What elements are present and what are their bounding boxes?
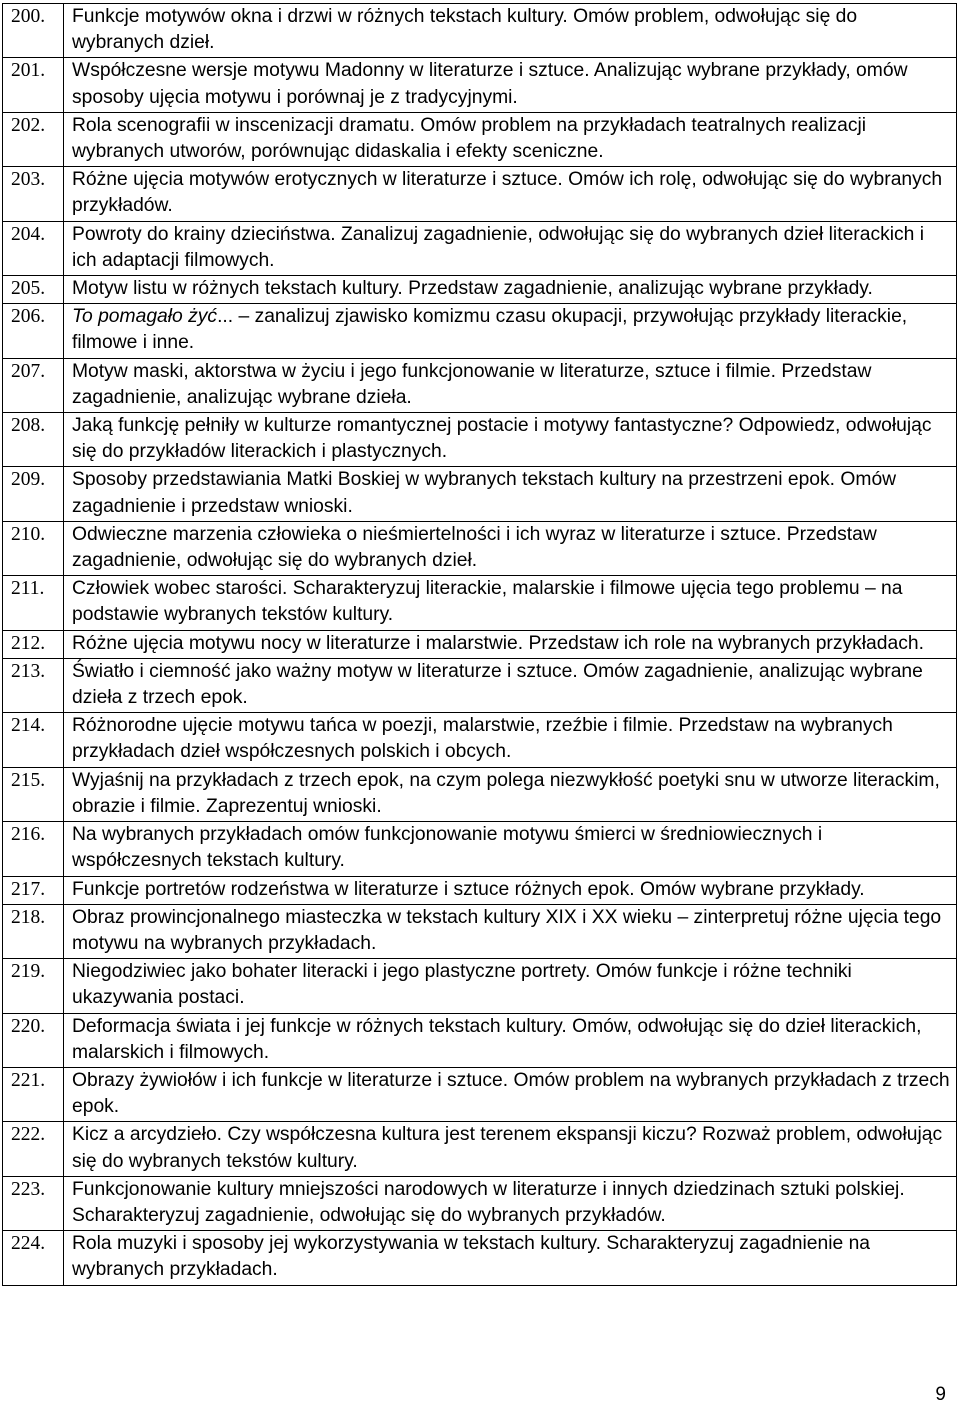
topic-number: 202. bbox=[3, 112, 64, 166]
topic-text-content: Odwieczne marzenia człowieka o nieśmiertelności i ich wyraz w literaturze i sztuce. Przedstaw zagadnienie, odwołując się do wybranych dzieł. bbox=[72, 523, 877, 572]
topic-text bbox=[64, 822, 957, 876]
topic-number: 214. bbox=[3, 713, 64, 767]
topic-number: 221. bbox=[3, 1067, 64, 1121]
topic-text bbox=[64, 4, 957, 58]
topic-text-content: Wyjaśnij na przykładach z trzech epok, na czym polega niezwykłość poetyki snu w utworze literackim, obrazie i filmie. Zaprezentuj wnioski. bbox=[72, 769, 940, 817]
topic-number: 213. bbox=[3, 658, 64, 712]
topic-row bbox=[3, 4, 957, 58]
topic-text-content: Powroty do krainy dzieciństwa. Zanalizuj zagadnienie, odwołując się do wybranych dzieł literackich i ich adaptacji filmowych. bbox=[72, 223, 925, 271]
topic-text-content: Różnorodne ujęcie motywu tańca w poezji, malarstwie, rzeźbie i filmie. Przedstaw na wybranych przykładach dzieł współczesnych polskich i obcych. bbox=[72, 715, 893, 763]
topic-text-content: Funkcje motywów okna i drzwi w różnych tekstach kultury. Omów problem, odwołując się do wybranych dzieł. bbox=[72, 6, 858, 54]
topic-text bbox=[64, 576, 957, 630]
topic-text-content: Obrazy żywiołów i ich funkcje w literaturze i sztuce. Omów problem na wybranych przykładach z trzech epok. bbox=[72, 1069, 950, 1118]
topic-text bbox=[64, 1122, 957, 1176]
topic-text bbox=[64, 1176, 957, 1230]
topic-text-content: Światło i ciemność jako ważny motyw w literaturze i sztuce. Omów zagadnienie, analizując wybrane dzieła z trzech epok. bbox=[72, 660, 923, 709]
topic-text-content: Współczesne wersje motywu Madonny w literaturze i sztuce. Analizując wybrane przykłady, omów sposoby ujęcia motywu i porównaj je z tradycyjnymi. bbox=[72, 60, 908, 108]
topic-number: 204. bbox=[3, 221, 64, 275]
topic-text-content: Obraz prowincjonalnego miasteczka w tekstach kultury XIX i XX wieku – zinterpretuj różne ujęcia tego motywu na wybranych przykładach. bbox=[72, 906, 942, 954]
topic-row bbox=[3, 959, 957, 1013]
topic-row bbox=[3, 58, 957, 112]
topic-text-content: ... – zanalizuj zjawisko komizmu czasu okupacji, przywołując przykłady literackie, filmowe i inne. bbox=[72, 306, 908, 354]
topic-text bbox=[64, 276, 957, 304]
topic-text bbox=[64, 521, 957, 575]
topic-text-content: Niegodziwiec jako bohater literacki i jego plastyczne portrety. Omów funkcje i różne techniki ukazywania postaci. bbox=[72, 961, 852, 1009]
topic-number: 207. bbox=[3, 358, 64, 412]
topic-number: 218. bbox=[3, 904, 64, 958]
topic-number: 222. bbox=[3, 1122, 64, 1176]
topic-row bbox=[3, 304, 957, 358]
topic-number: 216. bbox=[3, 822, 64, 876]
topic-row bbox=[3, 358, 957, 412]
topic-text-content: Funkcje portretów rodzeństwa w literaturze i sztuce różnych epok. Omów wybrane przykłady. bbox=[72, 878, 865, 900]
topic-text-content: Różne ujęcia motywów erotycznych w literaturze i sztuce. Omów ich rolę, odwołując się do wybranych przykładów. bbox=[72, 169, 943, 217]
topic-row bbox=[3, 904, 957, 958]
topic-text bbox=[64, 767, 957, 821]
topic-text bbox=[64, 1231, 957, 1285]
topic-number: 220. bbox=[3, 1013, 64, 1067]
topic-number: 215. bbox=[3, 767, 64, 821]
topic-number: 217. bbox=[3, 876, 64, 904]
topic-row bbox=[3, 276, 957, 304]
topic-row bbox=[3, 413, 957, 467]
topic-text bbox=[64, 959, 957, 1013]
topic-text bbox=[64, 467, 957, 521]
topic-number: 206. bbox=[3, 304, 64, 358]
topic-text-content: Rola scenografii w inscenizacji dramatu. Omów problem na przykładach teatralnych realizacji wybranych utworów, porównując didaskalia i efekty sceniczne. bbox=[72, 114, 867, 163]
topic-number: 211. bbox=[3, 576, 64, 630]
topic-text bbox=[64, 167, 957, 221]
topic-text-content: Sposoby przedstawiania Matki Boskiej w wybranych tekstach kultury na przestrzeni epok. Omów zagadnienie i przedstaw wnioski. bbox=[72, 469, 897, 517]
topic-row bbox=[3, 658, 957, 712]
topic-row bbox=[3, 1122, 957, 1176]
topic-text bbox=[64, 713, 957, 767]
topic-row bbox=[3, 221, 957, 275]
topic-text-content: Motyw maski, aktorstwa w życiu i jego funkcjonowanie w literaturze, sztuce i filmie. Przedstaw zagadnienie, analizując wybrane dzieła. bbox=[72, 360, 872, 408]
topic-quoted-title: To pomagało żyć bbox=[72, 306, 218, 328]
topics-table bbox=[2, 3, 957, 1286]
topic-number: 224. bbox=[3, 1231, 64, 1285]
topic-row bbox=[3, 876, 957, 904]
topic-number: 219. bbox=[3, 959, 64, 1013]
topic-text bbox=[64, 221, 957, 275]
topic-text bbox=[64, 304, 957, 358]
topic-text bbox=[64, 658, 957, 712]
topic-text-content: Różne ujęcia motywu nocy w literaturze i malarstwie. Przedstaw ich role na wybranych przykładach. bbox=[72, 632, 924, 654]
topic-text bbox=[64, 413, 957, 467]
topic-row bbox=[3, 1231, 957, 1285]
topic-text bbox=[64, 630, 957, 658]
topic-text-content: Człowiek wobec starości. Scharakteryzuj literackie, malarskie i filmowe ujęcia tego problemu – na podstawie wybranych tekstów kultury. bbox=[72, 578, 903, 626]
topic-text bbox=[64, 876, 957, 904]
topic-row bbox=[3, 1176, 957, 1230]
topic-row bbox=[3, 767, 957, 821]
topic-number: 201. bbox=[3, 58, 64, 112]
topic-row bbox=[3, 1067, 957, 1121]
topic-number: 208. bbox=[3, 413, 64, 467]
topic-text-content: Motyw listu w różnych tekstach kultury. Przedstaw zagadnienie, analizując wybrane przykłady. bbox=[72, 278, 873, 300]
topic-row bbox=[3, 713, 957, 767]
topic-row bbox=[3, 822, 957, 876]
topic-row bbox=[3, 1013, 957, 1067]
topic-row bbox=[3, 576, 957, 630]
topic-text-content: Rola muzyki i sposoby jej wykorzystywania w tekstach kultury. Scharakteryzuj zagadnienie na wybranych przykładach. bbox=[72, 1233, 871, 1281]
topic-row bbox=[3, 467, 957, 521]
topic-text-content: Funkcjonowanie kultury mniejszości narodowych w literaturze i innych dziedzinach sztuki polskiej. Scharakteryzuj zagadnienie, odwołując się do wybranych przykładów. bbox=[72, 1178, 905, 1226]
topic-text-content: Deformacja świata i jej funkcje w różnych tekstach kultury. Omów, odwołując się do dzieł literackich, malarskich i filmowych. bbox=[72, 1015, 922, 1063]
topic-number: 200. bbox=[3, 4, 64, 58]
topic-text bbox=[64, 904, 957, 958]
topic-text bbox=[64, 58, 957, 112]
topics-table-body bbox=[3, 4, 957, 1286]
topic-row bbox=[3, 112, 957, 166]
topic-text bbox=[64, 358, 957, 412]
topic-number: 203. bbox=[3, 167, 64, 221]
page-number: 9 bbox=[935, 1384, 946, 1405]
topic-number: 205. bbox=[3, 276, 64, 304]
topic-text-content: Kicz a arcydzieło. Czy współczesna kultura jest terenem ekspansji kiczu? Rozważ problem, odwołując się do wybranych tekstów kultury. bbox=[72, 1124, 943, 1172]
topic-text bbox=[64, 1013, 957, 1067]
topic-number: 223. bbox=[3, 1176, 64, 1230]
topic-row bbox=[3, 630, 957, 658]
topic-text-content: Jaką funkcję pełniły w kulturze romantycznej postacie i motywy fantastyczne? Odpowiedz, odwołując się do przykładów literackich i plastycznych. bbox=[72, 415, 932, 463]
topic-row bbox=[3, 521, 957, 575]
topic-number: 210. bbox=[3, 521, 64, 575]
topic-text-content: Na wybranych przykładach omów funkcjonowanie motywu śmierci w średniowiecznych i współczesnych tekstach kultury. bbox=[72, 824, 823, 872]
topic-row bbox=[3, 167, 957, 221]
topic-number: 212. bbox=[3, 630, 64, 658]
topic-number: 209. bbox=[3, 467, 64, 521]
topic-text bbox=[64, 112, 957, 166]
topic-text bbox=[64, 1067, 957, 1121]
